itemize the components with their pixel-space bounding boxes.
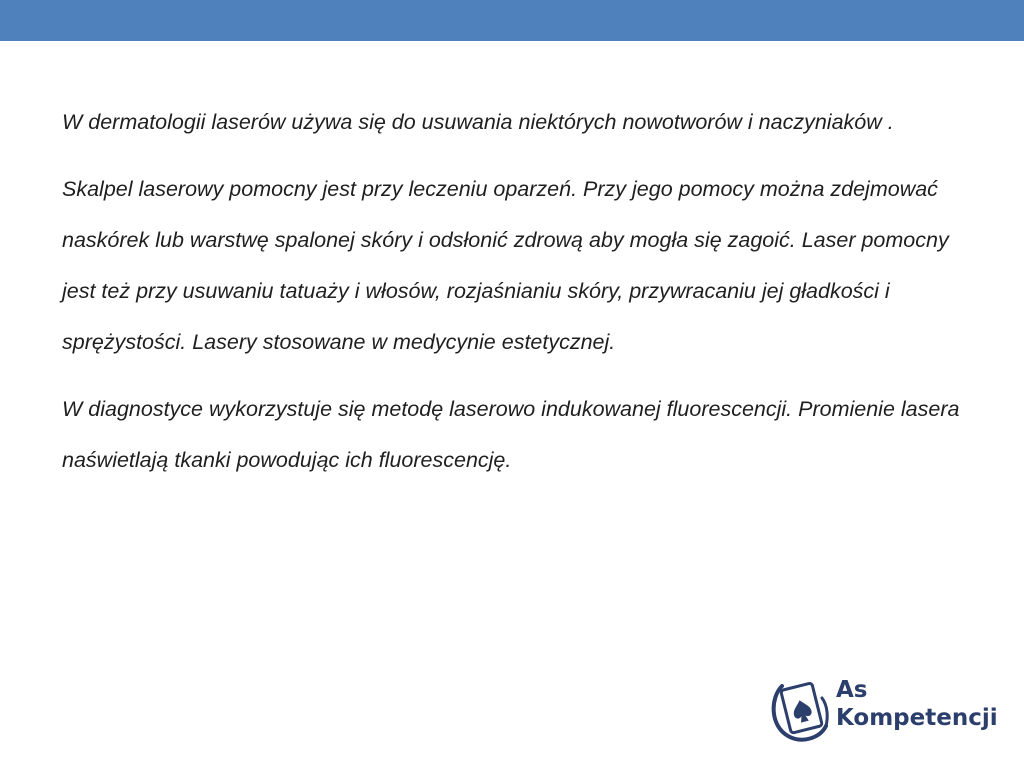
top-bar [0,0,1024,41]
as-kompetencji-logo [768,672,998,744]
spade-card-logo-icon [768,672,832,744]
logo-text [836,676,998,732]
paragraph-diagnostics: W diagnostyce wykorzystuje się metodę laserowo indukowanej fluorescencji. Promienie lasera naświetlają tkanki powodując ich fluorescencję. [62,397,960,472]
paragraph-laser-scalpel: Skalpel laserowy pomocny jest przy leczeniu oparzeń. Przy jego pomocy można zdejmować naskórek lub warstwę spalonej skóry i odsłonić zdrową aby mogła się zagoić. Laser pomocny jest też przy usuwaniu tatuaży i włosów, rozjaśnianiu skóry, przywracaniu jej gładkości i sprężystości. Lasery stosowane w medycynie estetycznej. [62,177,949,354]
logo-text-line1: As [836,677,868,703]
slide-content [62,97,967,502]
paragraph-dermatology: W dermatologii laserów używa się do usuwania niektórych nowotworów i naczyniaków . [62,110,894,134]
logo-text-line2: Kompetencji [836,705,998,731]
